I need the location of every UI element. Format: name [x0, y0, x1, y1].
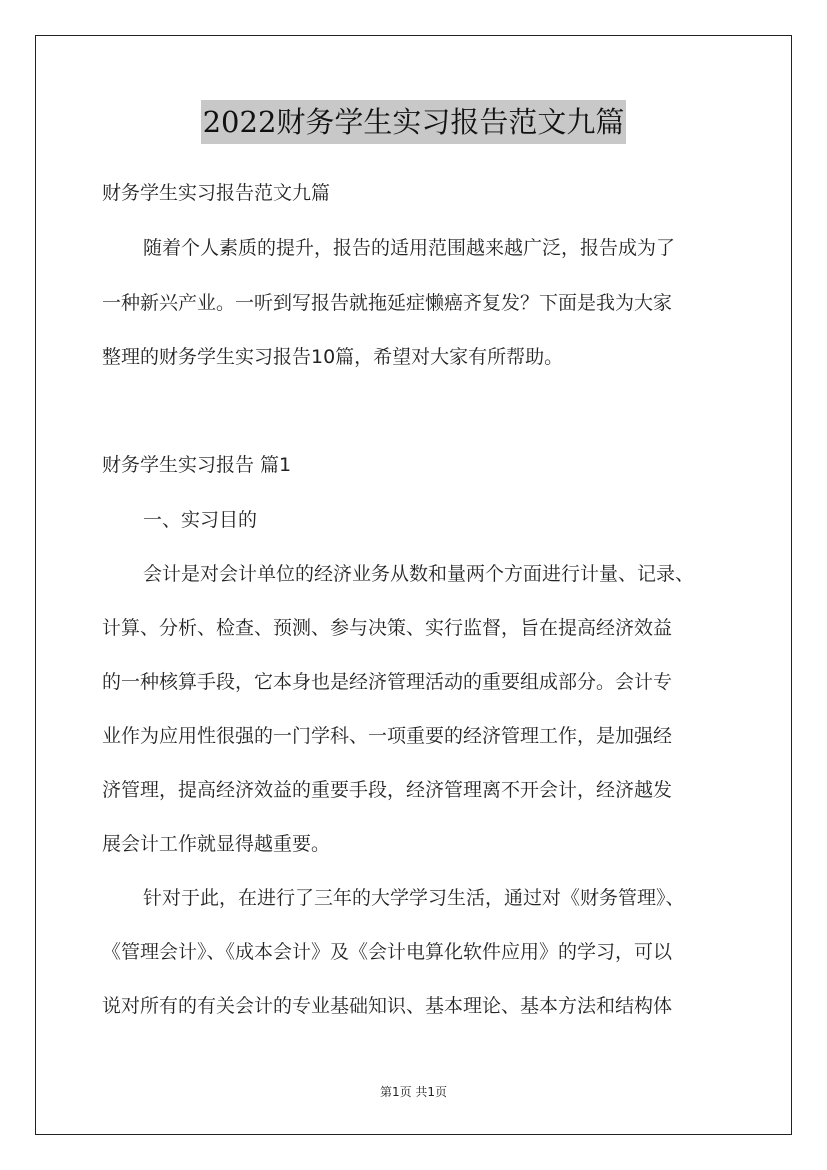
- paragraph-line: 《管理会计》、《成本会计》及《会计电算化软件应用》的学习，可以: [102, 941, 673, 963]
- intro-line: 随着个人素质的提升，报告的适用范围越来越广泛，报告成为了: [143, 237, 676, 259]
- document-subtitle: 财务学生实习报告范文九篇: [102, 182, 331, 204]
- subheading: 一、实习目的: [143, 509, 258, 531]
- section-heading: 财务学生实习报告 篇1: [102, 454, 292, 476]
- paragraph-line: 会计是对会计单位的经济业务从数和量两个方面进行计量、记录、: [143, 563, 695, 585]
- document-title: 2022财务学生实习报告范文九篇: [201, 100, 627, 144]
- page-footer: 第1页 共1页: [379, 1085, 448, 1099]
- intro-line: 一种新兴产业。一听到写报告就拖延症懒癌齐复发？下面是我为大家: [102, 292, 673, 314]
- paragraph-line: 济管理，提高经济效益的重要手段，经济管理离不开会计，经济越发: [102, 779, 673, 801]
- paragraph-line: 业作为应用性很强的一门学科、一项重要的经济管理工作，是加强经: [102, 725, 673, 747]
- paragraph-line: 的一种核算手段，它本身也是经济管理活动的重要组成部分。会计专: [102, 671, 673, 693]
- paragraph-line: 展会计工作就显得越重要。: [102, 833, 331, 855]
- title-container: [0, 100, 827, 144]
- intro-line: 整理的财务学生实习报告10篇，希望对大家有所帮助。: [102, 346, 564, 368]
- paragraph-line: 计算、分析、检查、预测、参与决策、实行监督，旨在提高经济效益: [102, 617, 673, 639]
- paragraph-line: 说对所有的有关会计的专业基础知识、基本理论、基本方法和结构体: [102, 995, 673, 1017]
- paragraph-line: 针对于此，在进行了三年的大学学习生活，通过对《财务管理》、: [143, 887, 685, 909]
